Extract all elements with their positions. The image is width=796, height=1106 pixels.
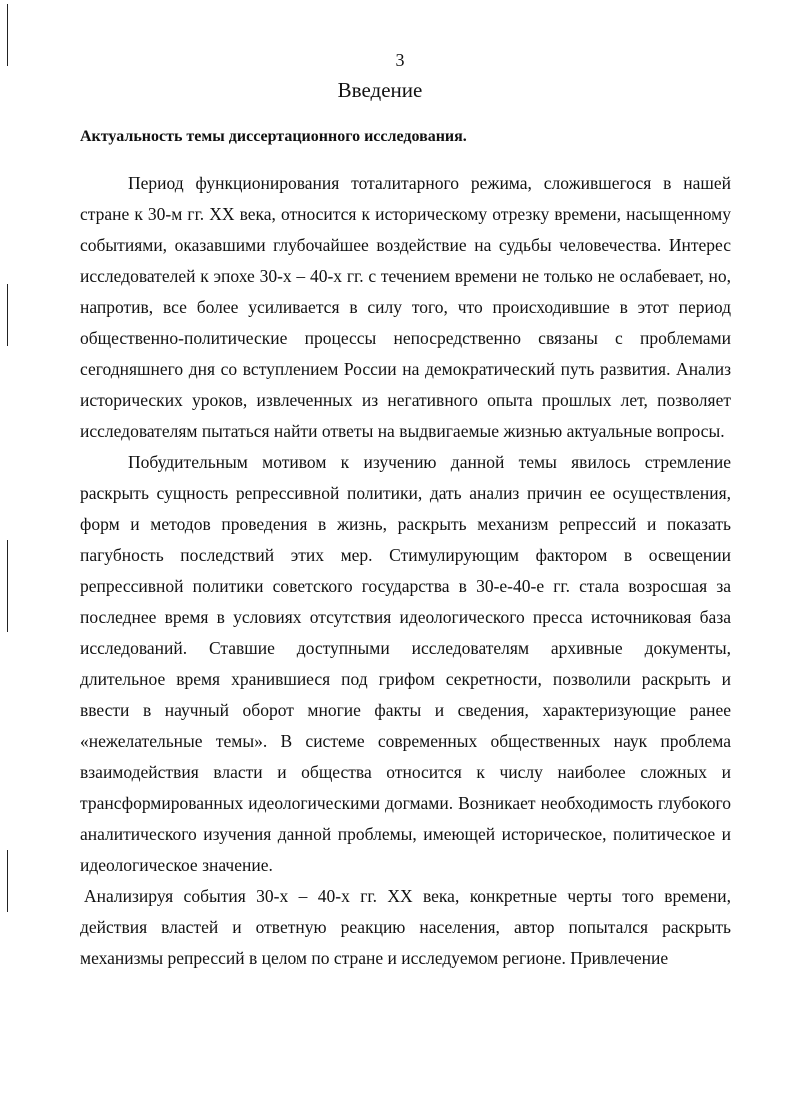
paragraph: Побудительным мотивом к изучению данной темы явилось стремление раскрыть сущность репрессивной политики, дать анализ причин ее осуществления, форм и методов проведения в жизнь, раскрыть механизм репрессий и показать пагубность последствий этих мер. Стимулирующим фактором в освещении репрессивной политики советского государства в 30-е-40-е гг. стала возросшая за последнее время в условиях отсутствия идеологического пресса источниковая база исследований. Ставшие доступными исследователям архивные документы, длительное время хранившиеся под грифом секретности, позволили раскрыть и ввести в научный оборот многие факты и сведения, характеризующие ранее «нежелательные темы». В системе современных общественных наук проблема взаимодействия власти и общества относится к числу наиболее сложных и трансформированных идеологическими догмами. Возникает необходимость глубокого аналитического изучения данной проблемы, имеющей историческое, политическое и идеологическое значение. [80, 452, 731, 875]
page-number: 3 [395, 50, 405, 70]
paragraph: Период функционирования тоталитарного режима, сложившегося в нашей стране к 30-м гг. XX века, относится к историческому отрезку времени, насыщенному событиями, оказавшими глубочайшее воздействие на судьбы человечества. Интерес исследователей к эпохе 30-х – 40-х гг. с течением времени не только не ослабевает, но, напротив, все более усиливается в силу того, что происходившие в этот период общественно-политические процессы непосредственно связаны с проблемами сегодняшнего дня со вступлением России на демократический путь развития. Анализ исторических уроков, извлеченных из негативного опыта прошлых лет, позволяет исследователям пытаться найти ответы на выдвигаемые жизнью актуальные вопросы. [80, 173, 731, 441]
scan-margin-mark [7, 4, 8, 66]
scan-margin-mark [7, 540, 8, 632]
section-title: Введение [337, 78, 423, 102]
paragraph: Анализируя события 30-х – 40-х гг. XX века, конкретные черты того времени, действия властей и ответную реакцию населения, автор попытался раскрыть механизмы репрессий в целом по стране и исследуемом регионе. Привлечение [80, 886, 731, 968]
section-heading: Актуальность темы диссертационного исследования. [80, 128, 467, 145]
scan-margin-mark [7, 284, 8, 346]
scan-margin-mark [7, 850, 8, 912]
body-text [80, 168, 731, 974]
